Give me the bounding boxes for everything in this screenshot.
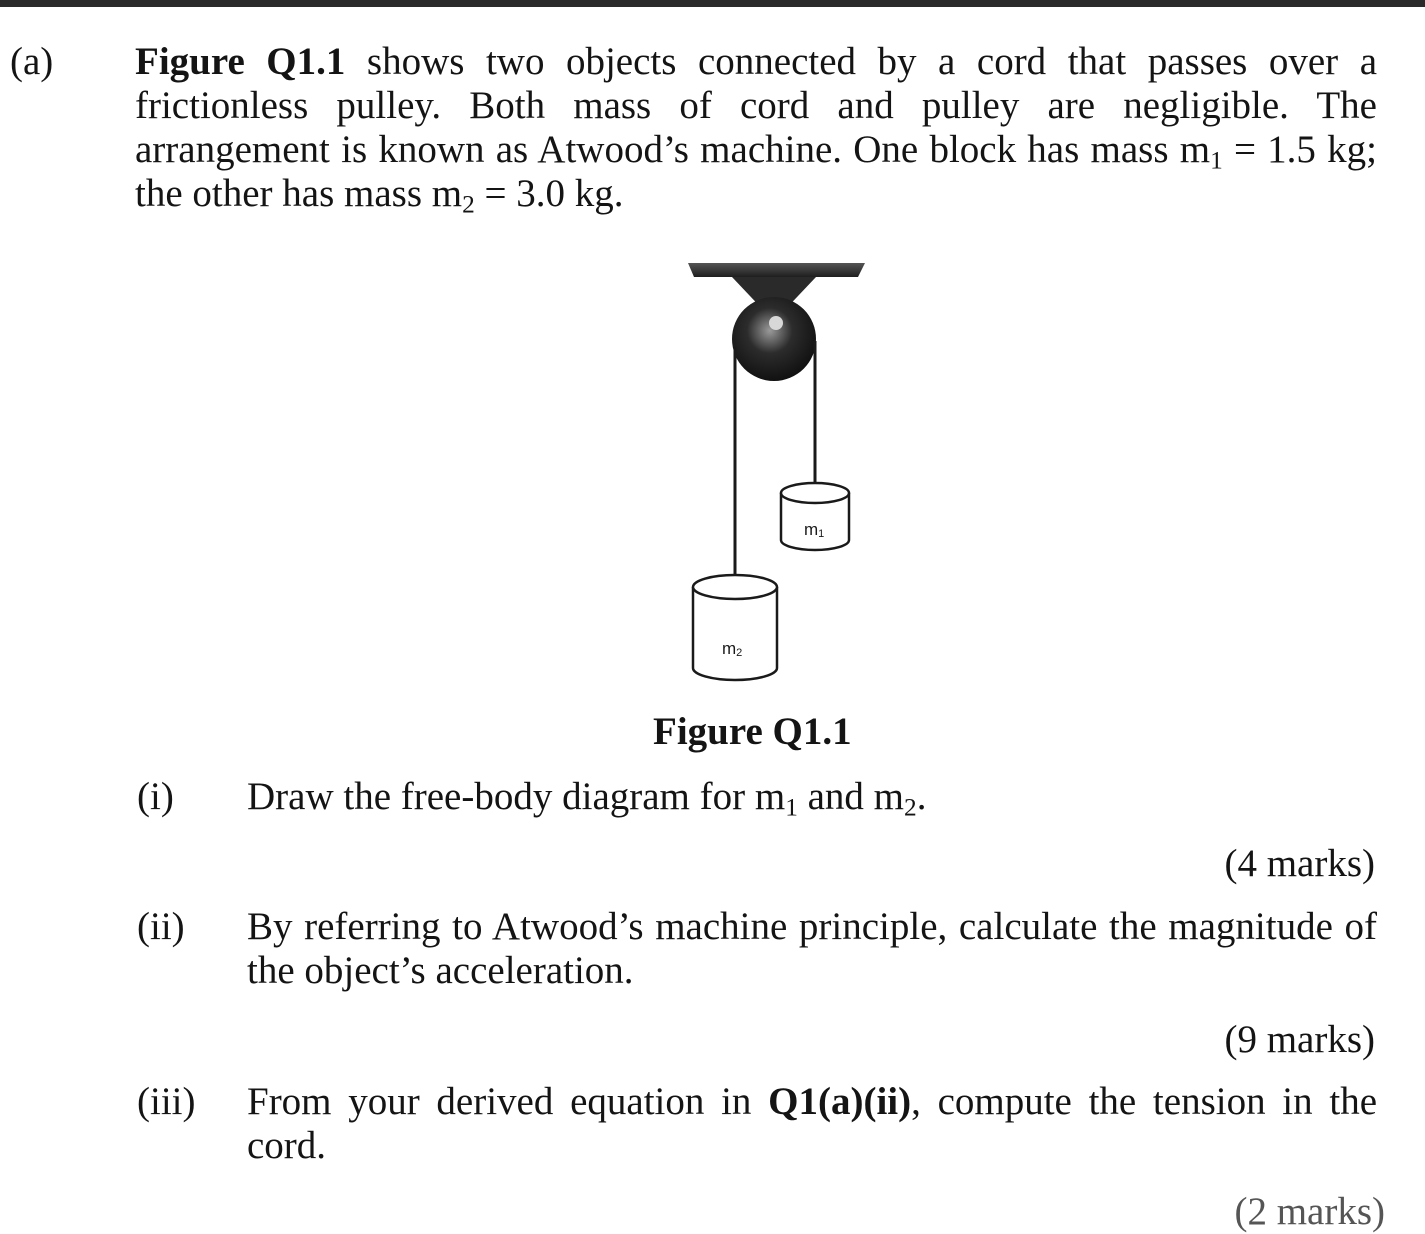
subscript: 1 — [1210, 146, 1223, 175]
part-iii-reference: Q1(a)(ii) — [768, 1080, 912, 1123]
mass2-value: = 3.0 kg. — [474, 172, 624, 215]
figure-caption: Figure Q1.1 — [653, 710, 852, 753]
pulley-axle — [769, 316, 783, 330]
part-ii-marks: (9 marks) — [1224, 1018, 1375, 1061]
part-iii-label: (iii) — [137, 1080, 196, 1123]
part-iii-text-b: , compute the tension in the — [911, 1080, 1377, 1123]
pulley-wheel — [732, 297, 816, 381]
mass-m1-label: m1 — [804, 520, 825, 540]
top-border — [0, 0, 1425, 7]
part-i-text — [247, 775, 926, 829]
atwood-machine-diagram — [680, 255, 875, 685]
subscript: 1 — [785, 793, 798, 822]
ceiling-support — [688, 263, 865, 277]
question-line-2: frictionless pulley. Both mass of cord and pulley are negligible. The — [135, 84, 1377, 127]
figure-reference: Figure Q1.1 — [135, 40, 346, 83]
part-iii-line-1 — [247, 1080, 1377, 1124]
mass-m1-block — [781, 483, 849, 550]
part-ii-line-1: By referring to Atwood’s machine principle, calculate the magnitude of — [247, 905, 1377, 948]
part-ii-label: (ii) — [137, 905, 185, 948]
question-line-1-text: shows two objects connected by a cord that passes over a — [366, 40, 1377, 83]
question-line-3-text: arrangement is known as Atwood’s machine. One block has mass m — [135, 128, 1211, 171]
mass1-value: = 1.5 kg; — [1222, 128, 1377, 171]
question-line-4 — [135, 172, 624, 226]
part-iii-line-2: cord. — [247, 1124, 327, 1167]
question-line-1 — [135, 40, 1377, 84]
part-i-text-b: and m — [797, 775, 905, 818]
part-i-label: (i) — [137, 775, 174, 818]
atwood-machine-figure — [680, 255, 875, 685]
part-i-text-c: . — [916, 775, 927, 818]
part-iii-marks-cropped: (2 marks) — [1234, 1190, 1385, 1233]
part-iii-text-a: From your derived equation in — [247, 1080, 752, 1123]
mass-m2-block — [693, 575, 777, 680]
question-line-4-text: the other has mass m — [135, 172, 463, 215]
part-i-text-a: Draw the free-body diagram for m — [247, 775, 786, 818]
part-i-marks: (4 marks) — [1224, 842, 1375, 885]
part-ii-line-2: the object’s acceleration. — [247, 949, 634, 992]
subscript: 2 — [904, 793, 917, 822]
question-label: (a) — [10, 40, 54, 83]
mass-m2-label: m2 — [722, 639, 743, 659]
subscript: 2 — [462, 190, 475, 219]
